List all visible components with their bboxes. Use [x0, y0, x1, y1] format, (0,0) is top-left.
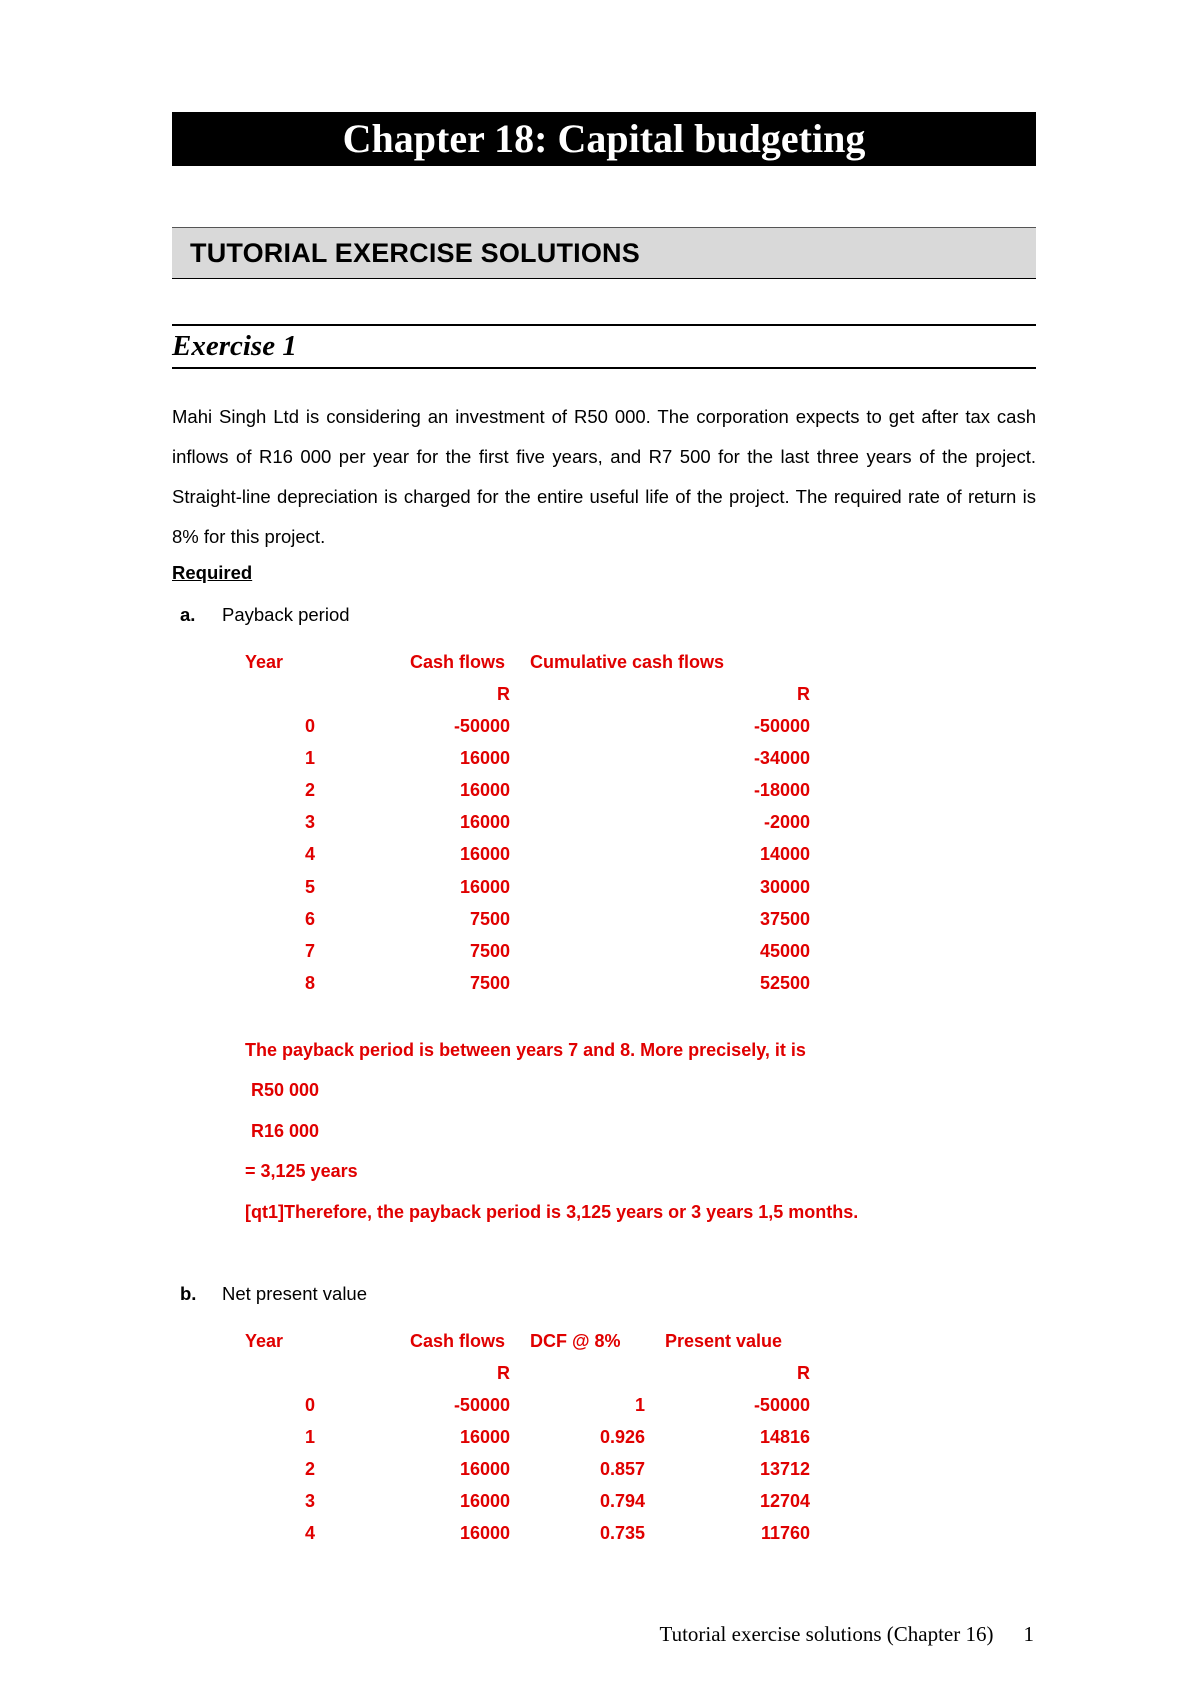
cell-present-value: 11760	[760, 1523, 810, 1543]
cell-year: 0	[304, 716, 315, 736]
cell-present-value: 13712	[759, 1459, 810, 1479]
answer-line: R50 000	[251, 1080, 320, 1100]
cell-cumulative: 14000	[759, 844, 810, 864]
cell-cash-flow: 16000	[459, 812, 510, 832]
answer-line: R16 000	[251, 1121, 320, 1141]
cell-dcf: 0.926	[599, 1427, 645, 1447]
unit-present-value: R	[797, 1363, 810, 1383]
cell-cash-flow: -50000	[453, 1395, 510, 1415]
answer-line: [qt1]Therefore, the payback period is 3,125 years or 3 years 1,5 months.	[245, 1202, 859, 1222]
cell-cash-flow: 16000	[459, 780, 510, 800]
footer-text: Tutorial exercise solutions (Chapter 16)	[659, 1622, 994, 1646]
part-a-letter: a.	[180, 604, 196, 625]
cell-dcf: 0.857	[599, 1459, 645, 1479]
exercise-title: Exercise 1	[172, 330, 297, 362]
cell-year: 2	[304, 780, 315, 800]
answer-line: = 3,125 years	[245, 1161, 358, 1181]
cell-cumulative: -34000	[753, 748, 810, 768]
chapter-title: Chapter 18: Capital budgeting	[172, 112, 1036, 166]
page-number: 1	[1023, 1622, 1034, 1646]
part-b-label: Net present value	[222, 1283, 368, 1304]
cell-cumulative: -2000	[763, 812, 810, 832]
section-title: TUTORIAL EXERCISE SOLUTIONS	[190, 238, 640, 268]
exercise-rule-top	[172, 324, 1036, 326]
part-b-letter: b.	[180, 1283, 197, 1304]
cell-year: 7	[304, 941, 315, 961]
col-header-year: Year	[245, 652, 284, 672]
part-a-heading	[172, 604, 350, 626]
section-header	[172, 227, 1036, 279]
cell-cumulative: 45000	[759, 941, 810, 961]
required-label: Required	[172, 562, 253, 583]
cell-year: 4	[304, 844, 315, 864]
unit-cash-flows: R	[497, 1363, 510, 1383]
cell-cash-flow: 16000	[459, 1427, 510, 1447]
cell-year: 8	[304, 973, 315, 993]
cell-cash-flow: 7500	[469, 973, 510, 993]
cell-year: 4	[304, 1523, 315, 1543]
cell-year: 0	[304, 1395, 315, 1415]
unit-cumulative: R	[797, 684, 810, 704]
problem-text: Mahi Singh Ltd is considering an investment of R50 000. The corporation expects to get after tax cash inflows of R16 000 per year for the first five years, and R7 500 for the last three years of the project. Straight-line depreciation is charged for the entire useful life of the project. The required rate of return is 8% for this project.	[172, 406, 1036, 547]
col-header-cumulative: Cumulative cash flows	[530, 652, 725, 672]
col-header-year: Year	[245, 1331, 284, 1351]
cell-cumulative: -50000	[753, 716, 810, 736]
cell-cash-flow: 16000	[459, 1459, 510, 1479]
part-b-heading	[172, 1283, 367, 1305]
cell-cumulative: 30000	[759, 877, 810, 897]
page-footer	[659, 1622, 1034, 1647]
cell-cash-flow: 16000	[459, 877, 510, 897]
cell-present-value: 12704	[759, 1491, 810, 1511]
cell-cash-flow: 16000	[459, 748, 510, 768]
answer-line: The payback period is between years 7 and 8. More precisely, it is	[245, 1040, 806, 1060]
cell-year: 3	[304, 1491, 315, 1511]
cell-year: 1	[304, 748, 315, 768]
cell-cash-flow: 7500	[469, 909, 510, 929]
part-a-label: Payback period	[222, 604, 350, 625]
cell-year: 6	[304, 909, 315, 929]
cell-dcf: 0.735	[599, 1523, 645, 1543]
exercise-rule-bottom	[172, 367, 1036, 369]
col-header-cash-flows: Cash flows	[410, 1331, 506, 1351]
cell-cumulative: -18000	[753, 780, 810, 800]
col-header-cash-flows: Cash flows	[410, 652, 506, 672]
unit-cash-flows: R	[497, 684, 510, 704]
cell-present-value: -50000	[753, 1395, 810, 1415]
cell-present-value: 14816	[759, 1427, 810, 1447]
cell-cumulative: 52500	[759, 973, 810, 993]
cell-dcf: 1	[634, 1395, 645, 1415]
cell-cash-flow: 7500	[469, 941, 510, 961]
col-header-present-value: Present value	[665, 1331, 783, 1351]
cell-year: 2	[304, 1459, 315, 1479]
cell-cash-flow: -50000	[453, 716, 510, 736]
cell-cumulative: 37500	[759, 909, 810, 929]
cell-cash-flow: 16000	[459, 844, 510, 864]
cell-cash-flow: 16000	[459, 1491, 510, 1511]
cell-dcf: 0.794	[599, 1491, 645, 1511]
cell-cash-flow: 16000	[459, 1523, 510, 1543]
cell-year: 5	[304, 877, 315, 897]
cell-year: 1	[304, 1427, 315, 1447]
col-header-dcf: DCF @ 8%	[530, 1331, 621, 1351]
cell-year: 3	[304, 812, 315, 832]
